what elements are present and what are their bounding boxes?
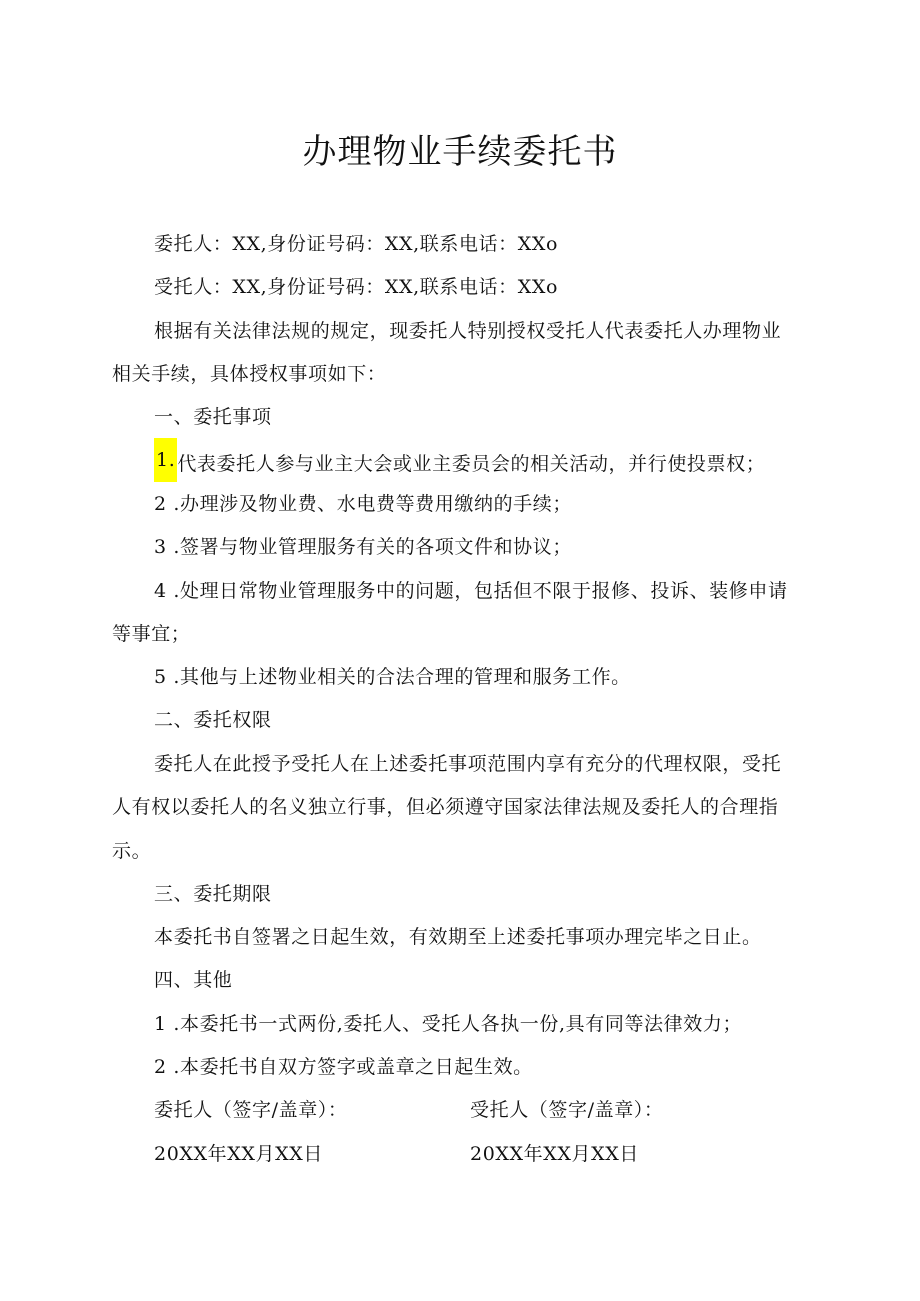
section3-heading: 三、委托期限 xyxy=(154,883,272,905)
section4-heading: 四、其他 xyxy=(154,969,233,991)
principal-signature-label: 委托人（签字/盖章）： xyxy=(154,1099,348,1121)
section2-line3: 示。 xyxy=(112,840,152,862)
section1-item2: 2 .办理涉及物业费、水电费等费用缴纳的手续； xyxy=(154,493,572,515)
agent-signature-label: 受托人（签字/盖章）： xyxy=(470,1099,664,1121)
section1-item4-line2: 等事宜； xyxy=(112,623,191,645)
section3-line1: 本委托书自签署之日起生效，有效期至上述委托事项办理完毕之日止。 xyxy=(154,926,762,948)
principal-signature-date: 20XX年XX月XX日 xyxy=(154,1143,323,1165)
agent-info: 受托人：XX,身份证号码：XX,联系电话：XXo xyxy=(154,276,559,298)
section1-item1 xyxy=(154,448,765,482)
section2-line2: 人有权以委托人的名义独立行事，但必须遵守国家法律法规及委托人的合理指 xyxy=(112,796,779,818)
section1-item4-line1: 4 .处理日常物业管理服务中的问题，包括但不限于报修、投诉、装修申请 xyxy=(154,580,788,602)
highlighted-item-number: 1. xyxy=(154,438,177,482)
intro-line-1: 根据有关法律法规的规定，现委托人特别授权受托人代表委托人办理物业 xyxy=(154,320,782,342)
document-title: 办理物业手续委托书 xyxy=(302,132,618,172)
principal-info: 委托人：XX,身份证号码：XX,联系电话：XXo xyxy=(154,233,559,255)
section2-line1: 委托人在此授予受托人在上述委托事项范围内享有充分的代理权限，受托 xyxy=(154,753,782,775)
section4-item1: 1 .本委托书一式两份,委托人、受托人各执一份,具有同等法律效力； xyxy=(154,1013,743,1035)
section1-item5: 5 .其他与上述物业相关的合法合理的管理和服务工作。 xyxy=(154,666,631,688)
section1-item1-text: 代表委托人参与业主大会或业主委员会的相关活动，并行使投票权； xyxy=(177,453,766,475)
intro-line-2: 相关手续，具体授权事项如下： xyxy=(112,363,387,385)
section1-heading: 一、委托事项 xyxy=(154,406,272,428)
agent-signature-date: 20XX年XX月XX日 xyxy=(470,1143,639,1165)
section4-item2: 2 .本委托书自双方签字或盖章之日起生效。 xyxy=(154,1056,533,1078)
section1-item3: 3 .签署与物业管理服务有关的各项文件和协议； xyxy=(154,536,572,558)
section2-heading: 二、委托权限 xyxy=(154,709,272,731)
